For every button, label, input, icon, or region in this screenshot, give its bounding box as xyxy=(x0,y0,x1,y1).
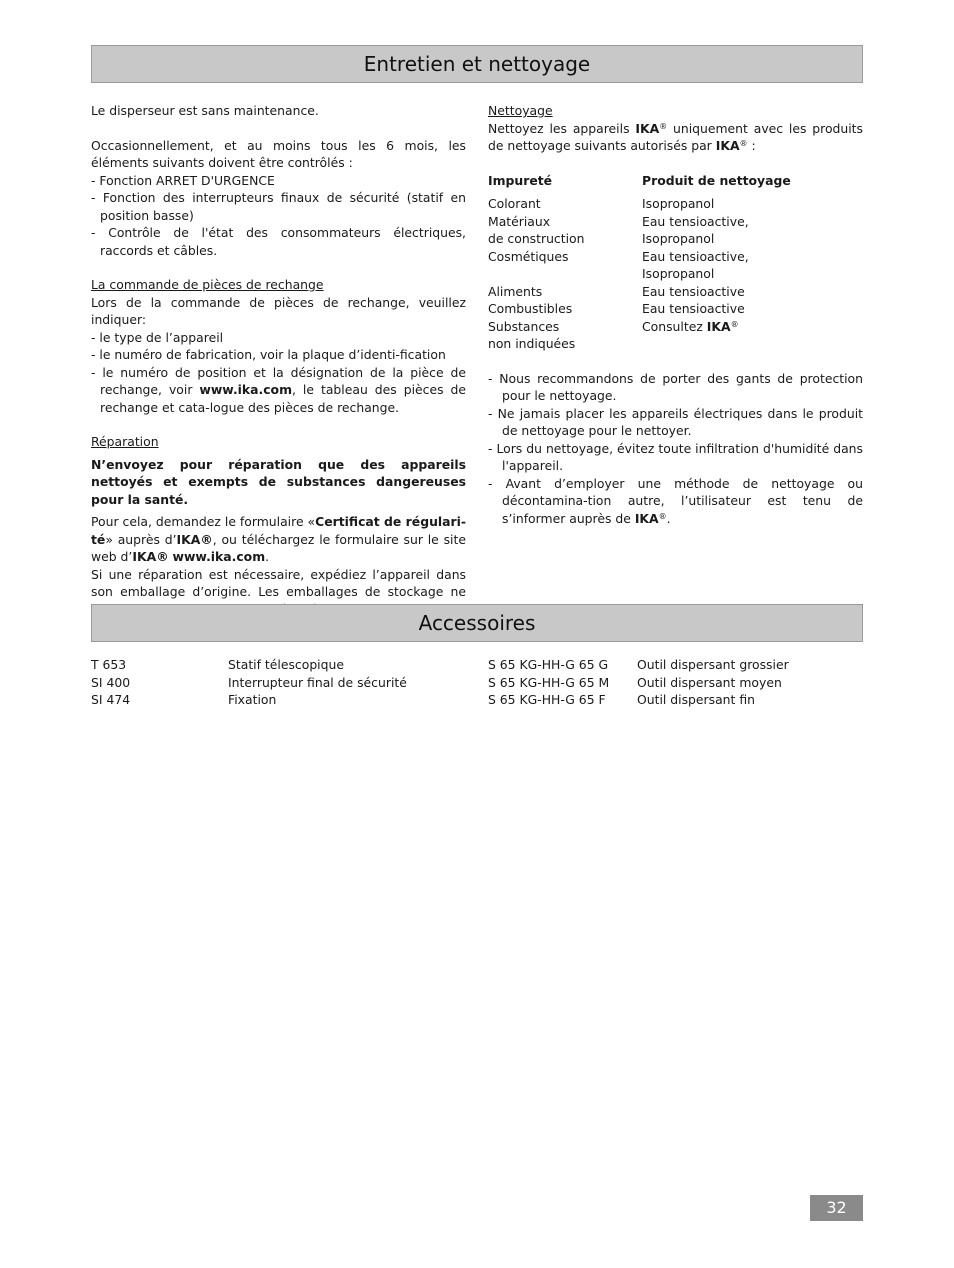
check-list xyxy=(91,172,466,260)
table-row: Combustibles Eau tensioactive xyxy=(488,301,745,316)
repair-heading: Réparation xyxy=(91,434,159,449)
spare-parts-intro: Lors de la commande de pièces de rechange, veuillez indiquer: xyxy=(91,294,466,327)
cleaning-table xyxy=(488,172,863,353)
note-item: - Avant d’employer une méthode de nettoyage ou décontamina-tion autre, l’utilisateur est tenu de s’informer auprès de IKA®. xyxy=(488,475,863,526)
spare-item: - le type de l’appareil xyxy=(91,329,224,345)
spare-item: - le numéro de fabrication, voir la plaque d’identi-fication xyxy=(91,347,446,362)
repair-packaging-text: Si une réparation est nécessaire, expédiez l’appareil dans son emballage d’origine. Les emballages de stockage ne xyxy=(91,566,466,599)
note-item: - Lors du nettoyage, évitez toute infiltration d'humidité dans l'appareil. xyxy=(488,440,863,473)
accessory-row: S 65 KG-HH-G 65 F Outil dispersant fin xyxy=(488,692,755,707)
accessories-left xyxy=(91,656,407,709)
accessory-row: S 65 KG-HH-G 65 M Outil dispersant moyen xyxy=(488,674,782,690)
accessory-row: SI 474 Fixation xyxy=(91,692,277,707)
maintenance-left-column xyxy=(91,102,466,636)
repair-warning: N’envoyez pour réparation que des appareils nettoyés et exempts de substances dangereuses pour la santé. xyxy=(91,456,466,507)
table-row: Isopropanol xyxy=(642,266,715,281)
table-row: Matériaux Eau tensioactive, xyxy=(488,213,749,229)
no-maintenance-text: Le disperseur est sans maintenance. xyxy=(91,103,319,118)
accessories-right xyxy=(488,656,789,709)
cleaning-intro: Nettoyez les appareils IKA® uniquement avec les produits de nettoyage suivants autorisés par IKA® : xyxy=(488,120,863,153)
table-row: non indiquées xyxy=(488,336,576,351)
ika-website-link-2[interactable]: www.ika.com xyxy=(172,549,266,564)
note-item: - Ne jamais placer les appareils électriques dans le produit de nettoyage pour le nettoyer. xyxy=(488,405,863,438)
table-row: Substances Consultez IKA® xyxy=(488,318,739,334)
table-header-row: Impureté Produit de nettoyage xyxy=(488,172,791,188)
accessory-row: S 65 KG-HH-G 65 G Outil dispersant grossier xyxy=(488,657,789,672)
table-row: Cosmétiques Eau tensioactive, xyxy=(488,248,749,264)
maintenance-right-column xyxy=(488,102,863,527)
table-row: de construction Isopropanol xyxy=(488,231,715,246)
check-item: - Fonction des interrupteurs finaux de sécurité (statif en position basse) xyxy=(91,190,466,223)
spare-item: - le numéro de position et la désignation de la pièce de rechange, voir www.ika.com, le tableau des pièces de rechange et cata-logue des pièces de rechange. xyxy=(91,364,467,415)
table-row: Aliments Eau tensioactive xyxy=(488,283,745,299)
section-title-maintenance: Entretien et nettoyage xyxy=(91,45,863,83)
accessory-row: T 653 Statif télescopique xyxy=(91,657,344,672)
cleaning-heading: Nettoyage xyxy=(488,103,553,118)
table-row: Colorant Isopropanol xyxy=(488,196,715,211)
section-title-accessories: Accessoires xyxy=(91,604,863,642)
cleaning-notes xyxy=(488,370,863,528)
ika-website-link[interactable]: www.ika.com xyxy=(199,382,292,397)
spare-parts-heading: La commande de pièces de rechange xyxy=(91,277,324,292)
check-item: - Contrôle de l'état des consommateurs électriques, raccords et câbles. xyxy=(91,225,466,258)
repair-form-text: Pour cela, demandez le formulaire «Certificat de régulari-té» auprès d’IKA®, ou téléchargez le formulaire sur le site web d’IKA® www.ika.com. xyxy=(91,514,466,564)
accessory-row: SI 400 Interrupteur final de sécurité xyxy=(91,674,407,690)
check-item: - Fonction ARRET D'URGENCE xyxy=(91,172,275,188)
page-number: 32 xyxy=(810,1195,863,1221)
spare-parts-list xyxy=(91,329,466,417)
note-item: - Nous recommandons de porter des gants de protection pour le nettoyage. xyxy=(488,370,863,403)
periodic-check-text: Occasionnellement, et au moins tous les 6 mois, les éléments suivants doivent être contrôlés : xyxy=(91,137,466,170)
